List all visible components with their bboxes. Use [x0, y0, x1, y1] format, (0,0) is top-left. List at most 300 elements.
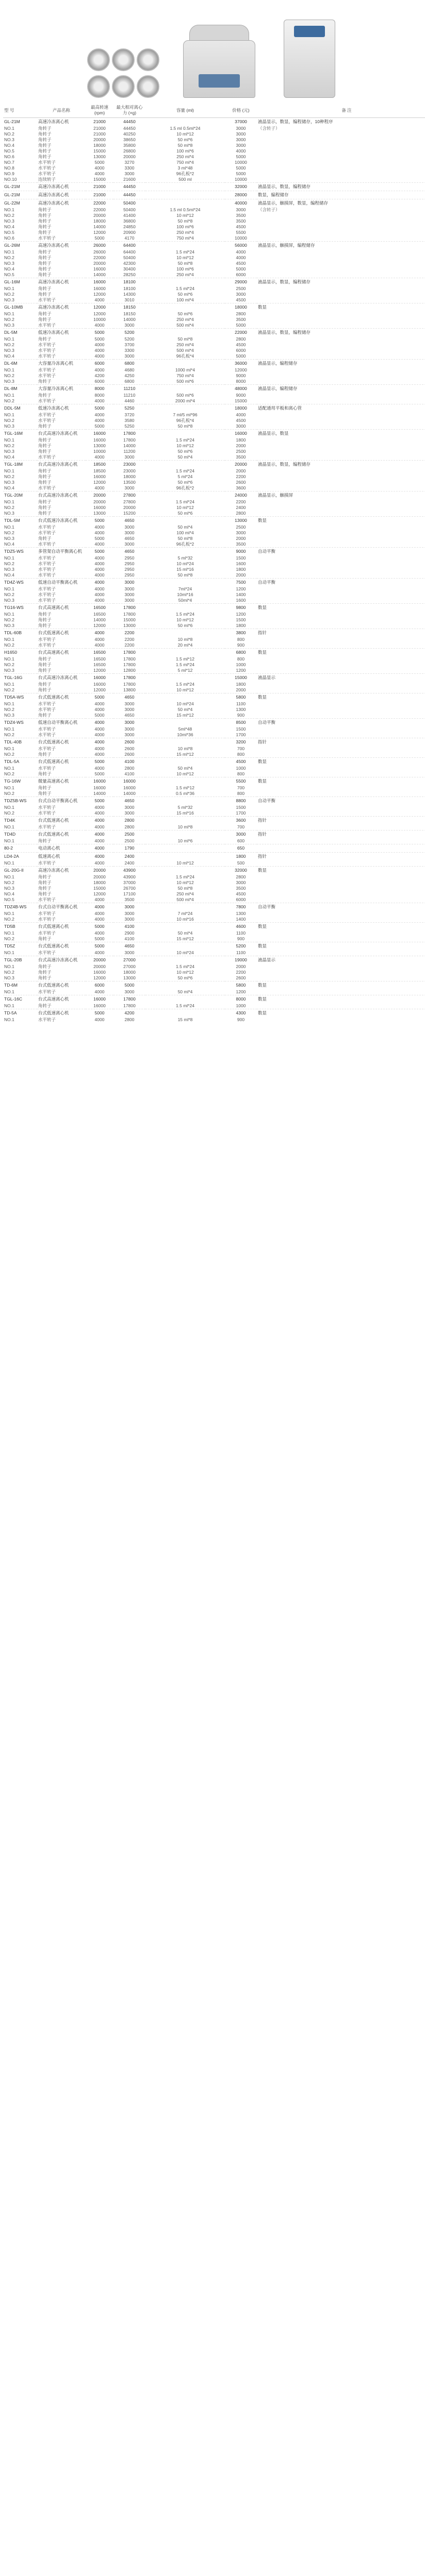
table-row-rotor	[3, 423, 425, 430]
table-row-rotor	[3, 586, 425, 592]
cell-speed: 16500	[86, 604, 113, 612]
cell-capacity	[145, 385, 225, 393]
cell-note	[257, 536, 425, 541]
cell-rcf: 3000	[124, 732, 135, 737]
cell-model: NO.1	[4, 412, 14, 417]
cell-price: 1200	[236, 989, 246, 994]
cell-model: NO.2	[4, 530, 14, 535]
cell-speed: 4000	[94, 598, 105, 603]
cell-model: NO.3	[4, 623, 14, 628]
cell-rcf: 4650	[113, 797, 145, 805]
cell-note	[257, 524, 425, 530]
cell-note	[257, 235, 425, 242]
cell-price: 4500	[236, 342, 246, 347]
col-rcf: 最大相对离心力 (×g)	[113, 103, 145, 118]
table-row-rotor	[3, 707, 425, 713]
cell-name: 角转子	[38, 423, 52, 429]
cell-name: 低速冷冻离心机	[37, 404, 86, 413]
cell-name: 水平转子	[38, 732, 56, 737]
cell-name: 角转子	[38, 230, 52, 235]
cell-model: NO.2	[4, 707, 14, 712]
cell-rcf: 4650	[124, 713, 135, 718]
cell-rcf: 3000	[124, 805, 135, 810]
cell-rcf: 44450	[113, 183, 145, 191]
cell-name: 水平转子	[38, 353, 56, 359]
col-speed: 最高转速 (rpm)	[86, 103, 113, 118]
cell-model: NO.4	[4, 266, 14, 272]
cell-speed: 26000	[86, 242, 113, 250]
cell-rcf: 37000	[123, 880, 136, 885]
cell-capacity: 10 ml*12	[176, 505, 194, 510]
cell-model: TD-5A	[3, 1009, 37, 1018]
cell-capacity	[145, 923, 225, 931]
cell-note: 液晶显示	[257, 956, 425, 964]
cell-note	[257, 682, 425, 687]
cell-capacity: 1.5 ml*24	[176, 1003, 194, 1008]
cell-model: TDL-40B	[3, 738, 37, 747]
cell-model: NO.3	[4, 261, 14, 266]
cell-model: GL-22M	[3, 199, 37, 208]
cell-note: 数显	[257, 517, 425, 525]
cell-note	[257, 311, 425, 317]
cell-rcf: 14000	[123, 443, 136, 448]
cell-price: 3500	[236, 886, 246, 891]
cell-price: 5500	[225, 777, 257, 786]
cell-price: 20000	[225, 461, 257, 469]
cell-speed: 16000	[86, 430, 113, 438]
cell-note	[257, 154, 425, 160]
cell-speed: 16000	[93, 437, 106, 443]
cell-note	[257, 824, 425, 831]
cell-price: 700	[237, 746, 245, 751]
cell-note	[257, 454, 425, 461]
cell-note	[257, 785, 425, 791]
cell-capacity: 1.5 ml*24	[176, 468, 194, 473]
cell-capacity	[145, 604, 225, 612]
cell-rcf: 2800	[124, 1017, 135, 1022]
cell-speed: 5000	[86, 404, 113, 413]
cell-note	[257, 143, 425, 148]
cell-note	[257, 561, 425, 567]
cell-note	[257, 511, 425, 517]
cell-capacity: 1.5 ml*12	[176, 785, 194, 790]
cell-name: 水平转子	[38, 524, 56, 530]
table-row-model	[3, 719, 425, 727]
cell-name: 水平转子	[38, 989, 56, 994]
cell-speed: 12000	[93, 891, 106, 896]
cell-capacity: 15 ml*12	[176, 936, 194, 941]
cell-price: 4000	[236, 249, 246, 255]
table-row-rotor	[3, 964, 425, 970]
cell-speed: 4000	[94, 752, 105, 757]
table-row-rotor	[3, 412, 425, 418]
cell-note	[257, 623, 425, 629]
cell-rcf: 3000	[113, 903, 145, 911]
cell-rcf: 13500	[123, 480, 136, 485]
cell-capacity: 10 ml*24	[176, 561, 194, 566]
cell-rcf: 11210	[113, 385, 145, 393]
cell-rcf: 11200	[123, 449, 136, 454]
cell-rcf: 24850	[123, 224, 136, 229]
cell-price: 1200	[236, 586, 246, 591]
cell-rcf: 17800	[113, 649, 145, 657]
cell-speed: 15000	[93, 148, 106, 154]
cell-capacity: 10 ml*12	[176, 880, 194, 885]
cell-speed: 20000	[93, 261, 106, 266]
cell-model: NO.2	[4, 810, 14, 816]
cell-speed: 5000	[86, 548, 113, 556]
cell-note	[257, 379, 425, 385]
cell-capacity	[145, 995, 225, 1004]
cell-note	[257, 443, 425, 449]
cell-price: 1500	[236, 726, 246, 732]
cell-rcf: 50400	[123, 207, 136, 212]
cell-rcf: 2200	[124, 637, 135, 642]
cell-name: 低速离心机	[37, 853, 86, 861]
cell-rcf: 2800	[113, 817, 145, 825]
cell-name: 角转子	[38, 437, 52, 443]
cell-price: 3000	[225, 831, 257, 839]
cell-rcf: 44450	[113, 118, 145, 126]
cell-note	[257, 342, 425, 348]
cell-note	[257, 886, 425, 891]
cell-speed: 5000	[94, 235, 105, 241]
cell-rcf: 12800	[123, 668, 136, 673]
cell-model: NO.3	[4, 975, 14, 980]
cell-model: NO.5	[4, 148, 14, 154]
cell-name: 水平转子	[38, 418, 56, 423]
cell-note	[257, 707, 425, 713]
cell-model: NO.9	[4, 171, 14, 176]
cell-price: 16000	[225, 430, 257, 438]
cell-capacity: 7ml*24	[178, 586, 192, 591]
cell-price: 1500	[236, 617, 246, 622]
cell-capacity: 50 ml*4	[177, 989, 193, 994]
cell-name: 水平转子	[38, 373, 56, 378]
table-row-rotor	[3, 805, 425, 810]
table-row-rotor	[3, 726, 425, 732]
cell-speed: 16000	[93, 785, 106, 790]
cell-rcf: 4170	[124, 235, 135, 241]
cell-rcf: 2400	[124, 860, 135, 866]
cell-model: NO.3	[4, 348, 14, 353]
cell-capacity: 100 ml*6	[176, 148, 194, 154]
rotor-image	[112, 48, 135, 71]
table-row-rotor	[3, 437, 425, 443]
table-row-rotor	[3, 886, 425, 891]
cell-note: 数显	[257, 604, 425, 612]
col-name: 产品名称	[37, 103, 86, 118]
cell-name: 连续转子	[38, 177, 56, 182]
cell-note: 数显	[257, 923, 425, 931]
cell-price: 4000	[236, 255, 246, 260]
cell-rcf: 23000	[123, 468, 136, 473]
cell-rcf: 2950	[124, 561, 135, 566]
cell-note	[257, 656, 425, 662]
cell-note	[257, 766, 425, 771]
cell-capacity: 50 ml*8	[177, 536, 193, 541]
cell-name: 水平转子	[38, 766, 56, 771]
col-note: 备 注	[257, 103, 425, 118]
cell-rcf: 14300	[123, 292, 136, 297]
cell-price: 800	[237, 656, 245, 662]
table-row-rotor	[3, 950, 425, 956]
table-row-rotor	[3, 367, 425, 373]
cell-speed: 8000	[86, 385, 113, 393]
cell-model: NO.3	[4, 297, 14, 302]
table-row-model	[3, 831, 425, 839]
cell-capacity: 500 ml*4	[176, 323, 194, 328]
table-row-model	[3, 649, 425, 657]
table-row-rotor	[3, 668, 425, 674]
cell-speed: 12000	[93, 311, 106, 316]
cell-model: NO.1	[4, 468, 14, 473]
cell-price: 2500	[236, 524, 246, 530]
cell-model: TDZ5-WS	[3, 548, 37, 556]
cell-price: 1100	[236, 950, 246, 955]
cell-note	[257, 230, 425, 235]
cell-model: NO.1	[4, 637, 14, 642]
cell-note	[257, 137, 425, 143]
cell-name: 角转子	[38, 126, 52, 131]
cell-speed: 4000	[94, 917, 105, 922]
cell-model: NO.2	[4, 970, 14, 975]
cell-note: 数显	[257, 995, 425, 1004]
cell-capacity: 750 ml*4	[176, 160, 194, 165]
table-row-rotor	[3, 511, 425, 517]
cell-rcf: 5250	[124, 423, 135, 429]
cell-model: NO.1	[4, 499, 14, 504]
cell-price: 2000	[236, 468, 246, 473]
cell-name: 角转子	[38, 393, 52, 398]
cell-rcf: 4680	[124, 367, 135, 372]
cell-rcf: 6800	[113, 360, 145, 368]
cell-model: DL-8M	[3, 385, 37, 393]
cell-capacity: 50 ml*4	[177, 454, 193, 460]
cell-rcf: 3000	[113, 579, 145, 587]
cell-price: 3000	[236, 137, 246, 142]
cell-name: 角转子	[38, 154, 52, 159]
cell-note	[257, 499, 425, 505]
cell-price: 3000	[236, 126, 246, 131]
cell-name: 高速冷冻离心机	[37, 242, 86, 250]
cell-price: 1700	[236, 732, 246, 737]
cell-name: 角转子	[38, 499, 52, 504]
cell-rcf: 18150	[123, 311, 136, 316]
cell-rcf: 3000	[124, 726, 135, 732]
cell-note	[257, 911, 425, 917]
cell-speed: 5000	[94, 423, 105, 429]
cell-capacity: 15 ml*12	[176, 752, 194, 757]
cell-model: NO.4	[4, 572, 14, 578]
cell-capacity: 500 ml	[178, 177, 192, 182]
cell-model: NO.1	[4, 126, 14, 131]
cell-price: 40000	[225, 199, 257, 208]
cell-capacity: 10ml*36	[177, 732, 193, 737]
cell-rcf: 5200	[113, 329, 145, 337]
cell-model: TDZ4B-WS	[3, 903, 37, 911]
cell-rcf: 3000	[124, 598, 135, 603]
table-row-rotor	[3, 880, 425, 886]
cell-name: 水平转子	[38, 707, 56, 712]
cell-rcf: 2600	[124, 752, 135, 757]
cell-name: 台式低速离心机	[37, 831, 86, 839]
cell-model: NO.5	[4, 230, 14, 235]
cell-model: NO.2	[4, 732, 14, 737]
cell-capacity: 1.5 ml*24	[176, 874, 194, 879]
cell-speed: 21000	[93, 131, 106, 137]
cell-model: TGL-16C	[3, 995, 37, 1004]
cell-rcf: 13800	[123, 687, 136, 692]
cell-name: 角转子	[38, 612, 52, 617]
cell-model: NO.2	[4, 418, 14, 423]
table-row-rotor	[3, 480, 425, 485]
cell-speed: 4000	[86, 719, 113, 727]
table-row-rotor	[3, 572, 425, 579]
cell-name: 水平转子	[38, 572, 56, 578]
cell-model: DDL-5M	[3, 404, 37, 413]
cell-rcf: 43900	[113, 867, 145, 875]
cell-rcf: 3000	[113, 719, 145, 727]
cell-rcf: 4650	[124, 536, 135, 541]
cell-name: 角转子	[38, 1003, 52, 1008]
cell-model: NO.3	[4, 480, 14, 485]
cell-note	[257, 266, 425, 272]
table-row-model	[3, 604, 425, 612]
cell-model: NO.7	[4, 160, 14, 165]
cell-speed: 4000	[94, 746, 105, 751]
cell-rcf: 2950	[124, 567, 135, 572]
cell-model: NO.10	[4, 177, 17, 182]
cell-name: 台式低速离心机	[37, 629, 86, 637]
table-row-rotor	[3, 218, 425, 224]
cell-speed: 21000	[86, 118, 113, 126]
cell-model: NO.4	[4, 541, 14, 547]
cell-capacity: 50 ml*4	[177, 930, 193, 936]
table-row-rotor	[3, 353, 425, 360]
cell-model: GL-16M	[3, 278, 37, 286]
cell-rcf: 2200	[124, 642, 135, 648]
cell-speed: 4000	[94, 989, 105, 994]
cell-rcf: 18100	[113, 278, 145, 286]
cell-capacity: 250 ml*4	[176, 230, 194, 235]
cell-price: 2200	[236, 499, 246, 504]
table-row-rotor	[3, 536, 425, 541]
cell-model: TGL-20B	[3, 956, 37, 964]
cell-capacity	[145, 903, 225, 911]
cell-rcf: 4650	[113, 517, 145, 525]
cell-name: 水平转子	[38, 1017, 56, 1022]
cell-model: NO.1	[4, 911, 14, 916]
cell-price: 9000	[225, 548, 257, 556]
table-row-rotor	[3, 213, 425, 218]
table-row-rotor	[3, 662, 425, 668]
cell-name: 水平转子	[38, 930, 56, 936]
cell-name: 水平转子	[38, 171, 56, 176]
cell-speed: 20000	[86, 867, 113, 875]
cell-speed: 4200	[94, 373, 105, 378]
cell-speed: 4000	[94, 348, 105, 353]
cell-model: NO.4	[4, 353, 14, 359]
cell-capacity: 10 ml*24	[176, 950, 194, 955]
cell-price: 4500	[236, 297, 246, 302]
table-row-rotor	[3, 860, 425, 867]
cell-capacity	[145, 548, 225, 556]
cell-note: 液晶显示，触摸屏	[257, 492, 425, 500]
cell-note	[257, 687, 425, 693]
cell-price: 10000	[235, 160, 247, 165]
cell-model: GL-21M	[3, 118, 37, 126]
table-row-rotor	[3, 891, 425, 897]
cell-name: 角转子	[38, 713, 52, 718]
cell-rcf: 35800	[123, 143, 136, 148]
cell-note	[257, 930, 425, 936]
cell-capacity: 15 ml*16	[176, 810, 194, 816]
table-row-rotor	[3, 567, 425, 572]
cell-price: 3000	[236, 423, 246, 429]
cell-rcf: 2800	[124, 766, 135, 771]
cell-model: NO.1	[4, 586, 14, 591]
cell-note: 液晶显示，数显，编程储存	[257, 329, 425, 337]
cell-speed: 21000	[93, 126, 106, 131]
cell-price: 6000	[236, 348, 246, 353]
cell-speed: 16500	[93, 656, 106, 662]
price-table	[3, 103, 425, 1023]
cell-rcf: 4100	[124, 771, 135, 776]
cell-note	[257, 752, 425, 758]
cell-model: GL-21M	[3, 183, 37, 191]
cell-speed: 4000	[86, 579, 113, 587]
cell-rcf: 23000	[113, 461, 145, 469]
cell-name: 水平转子	[38, 917, 56, 922]
cell-price: 5200	[225, 942, 257, 951]
cell-note: 数显	[257, 693, 425, 702]
cell-capacity: 3 ml*48	[177, 165, 193, 171]
cell-rcf: 3720	[124, 412, 135, 417]
cell-price: 19000	[225, 956, 257, 964]
cell-rcf: 3500	[124, 897, 135, 902]
cell-speed: 4000	[94, 297, 105, 302]
cell-capacity: 100 ml*4	[176, 297, 194, 302]
cell-rcf: 17800	[123, 437, 136, 443]
cell-name: 水平转子	[38, 824, 56, 829]
cell-note	[257, 423, 425, 430]
cell-speed: 4000	[94, 367, 105, 372]
cell-note	[257, 165, 425, 171]
cell-model: GL-20G-II	[3, 867, 37, 875]
table-row-rotor	[3, 207, 425, 213]
cell-note	[257, 480, 425, 485]
cell-note	[257, 255, 425, 261]
table-row-rotor	[3, 1003, 425, 1009]
cell-rcf: 16000	[113, 777, 145, 786]
table-row-rotor	[3, 126, 425, 131]
table-row-rotor	[3, 682, 425, 687]
cell-name: 低速冷冻离心机	[37, 329, 86, 337]
cell-capacity: 1.5 ml*24	[176, 682, 194, 687]
cell-capacity: 750 ml*4	[176, 373, 194, 378]
cell-name: 角转子	[38, 687, 52, 692]
cell-model: NO.1	[4, 726, 14, 732]
cell-capacity: 50 ml*6	[177, 480, 193, 485]
cell-note	[257, 880, 425, 886]
cell-price: 5000	[236, 165, 246, 171]
cell-model: NO.3	[4, 449, 14, 454]
cell-speed: 18000	[93, 880, 106, 885]
cell-name: 台式低速离心机	[37, 758, 86, 766]
cell-capacity: 5ml*48	[178, 726, 192, 732]
cell-price: 3200	[225, 738, 257, 747]
